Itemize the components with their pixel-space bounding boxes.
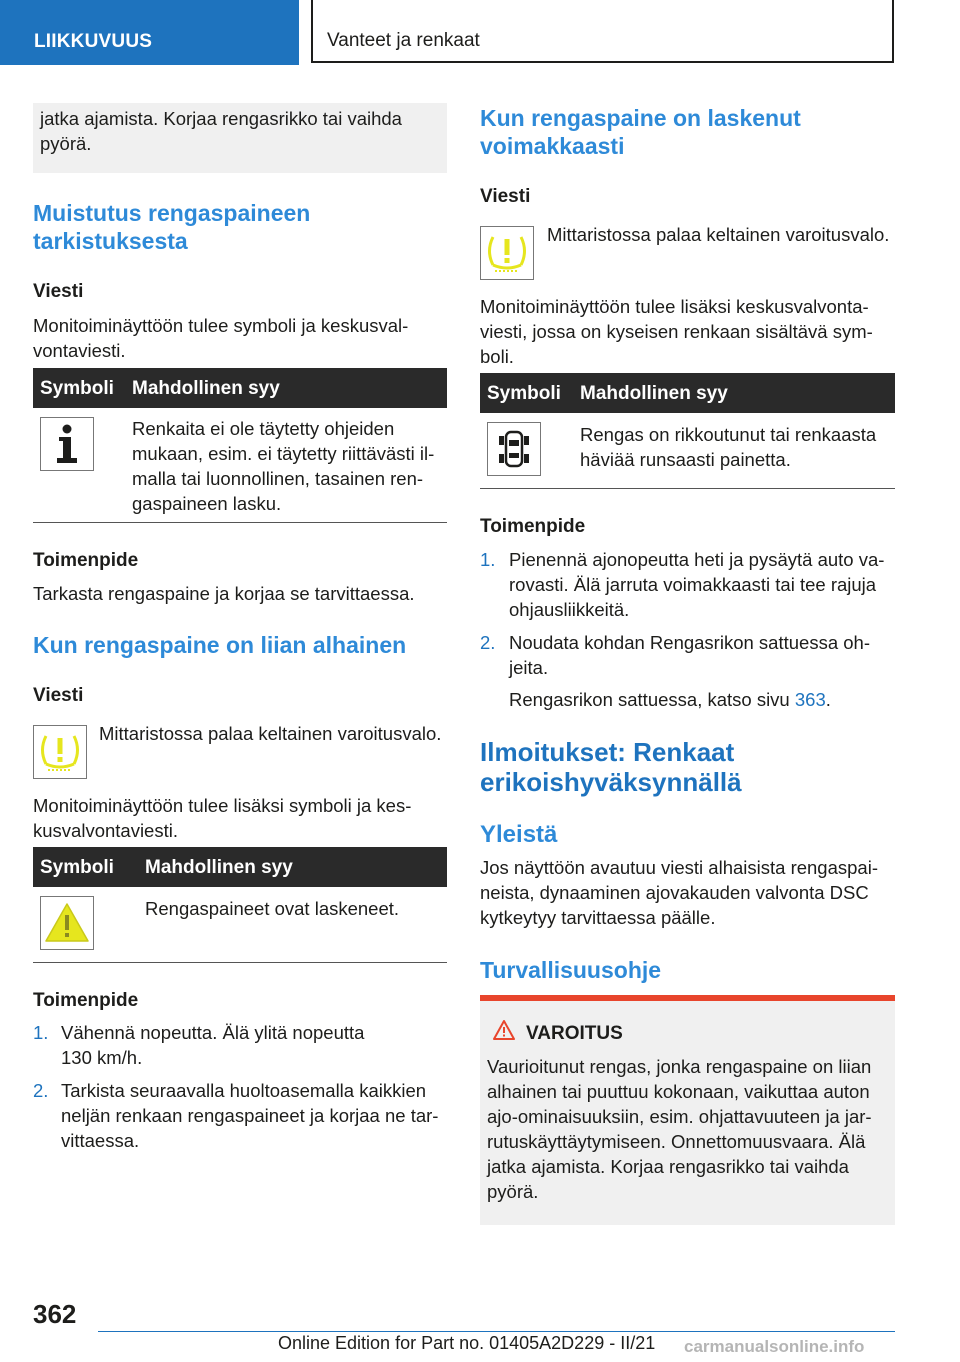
general-text: Jos näyttöön avautuu viesti alhaisista rengaspai- neista, dynaaminen ajovakauden valvonta DSC kytkeytyy tarvittaessa päälle. [480,857,878,928]
page-reference: Rengasrikon sattuessa, katso sivu 363. [509,689,831,710]
chapter-header [311,0,894,63]
divider [33,962,447,963]
warning-text: Vaurioitunut rengas, jonka rengaspaine on liian alhainen tai puuttuu kokonaan, vaikuttaa auton ajo-ominaisuuksiin, esim. ohjattavuuteen ja jar- rutuskäyttäytymiseen. Onnettomuusvaara. Älä jatka ajamista. Korjaa rengasrikko tai vaihda pyörä. [487,1056,872,1202]
section-header [0,0,299,65]
table-col-cause: Mahdollinen syy [145,857,293,878]
table-cause-text: Renkaita ei ole täytetty ohjeiden mukaan, esim. ei täytetty riittävästi il- malla tai luonnollinen, tasainen ren- gaspaineen lasku. [132,418,435,514]
section-title-low-pressure: Kun rengaspaine on liian alhainen [33,632,407,658]
continued-warning-box [33,103,447,173]
table-col-cause: Mahdollinen syy [580,383,728,404]
subsection-title-general: Yleistä [480,821,558,848]
warning-triangle-icon [492,1019,516,1041]
car-tire-damage-icon [487,422,541,476]
message-label: Viesti [33,685,84,706]
divider [33,522,447,523]
action-step-1: 1. Pienennä ajonopeutta heti ja pysäytä auto va- rovasti. Älä jarruta voimakkaasti tai tee rajuja ohjausliikkeitä. [480,549,885,620]
message-label: Viesti [33,281,84,302]
warning-box [480,995,895,1225]
footer-rule [98,1331,895,1332]
table-col-symbol: Symboli [487,383,561,404]
action-label: Toimenpide [33,990,139,1011]
section-title-heavy-loss: Kun rengaspaine on laskenut voimakkaasti [480,105,801,159]
tire-pressure-warning-lamp-icon [480,226,534,280]
table-col-cause: Mahdollinen syy [132,378,280,399]
lamp-text: Mittaristossa palaa keltainen varoitusvalo. [99,723,442,744]
info-icon [40,417,94,471]
section-title-reminder: Muistutus rengaspaineen tarkistuksesta [33,200,311,254]
action-text: Tarkasta rengaspaine ja korjaa se tarvittaessa. [33,583,415,604]
continued-text: jatka ajamista. Korjaa rengasrikko tai vaihda pyörä. [40,108,402,154]
chapter-title: Vanteet ja renkaat [327,30,480,51]
section-title-special-approval: Ilmoitukset: Renkaat erikoishyväksynnällä [480,737,742,797]
table-header [33,847,447,887]
page-number: 362 [33,1299,77,1329]
message-text: Monitoiminäyttöön tulee symboli ja keskusval- vontaviesti. [33,315,409,361]
table-cause-text: Rengaspaineet ovat laskeneet. [145,898,400,919]
action-step-2: 2. Noudata kohdan Rengasrikon sattuessa oh- jeita. [480,632,870,678]
action-step-1: 1. Vähennä nopeutta. Älä ylitä nopeutta 130 km/h. [33,1022,365,1068]
warning-label: VAROITUS [526,1023,623,1044]
subsection-title-safety: Turvallisuusohje [480,957,662,983]
message-text: Monitoiminäyttöön tulee lisäksi keskusvalvonta- viesti, jossa on kyseisen renkaan sisältävä sym- boli. [480,296,873,367]
tire-pressure-warning-lamp-icon [33,725,87,779]
watermark: carmanualsonline.info [684,1337,865,1356]
table-header [480,373,895,413]
warning-bar [480,995,895,1001]
message-label: Viesti [480,186,531,207]
table-cause-text: Rengas on rikkoutunut tai renkaasta häviää runsaasti painetta. [580,424,877,470]
section-title: LIIKKUVUUS [34,31,153,52]
lamp-text: Mittaristossa palaa keltainen varoitusvalo. [547,224,890,245]
table-col-symbol: Symboli [40,857,114,878]
table-col-symbol: Symboli [40,378,114,399]
message-text: Monitoiminäyttöön tulee lisäksi symboli ja kes- kusvalvontaviesti. [33,795,412,841]
action-label: Toimenpide [480,516,586,537]
action-step-2: 2. Tarkista seuraavalla huoltoasemalla kaikkien neljän renkaan rengaspaineet ja korjaa ne tar- vittaessa. [33,1080,439,1151]
table-header [33,368,447,408]
divider [480,488,895,489]
warning-triangle-icon [40,896,94,950]
action-label: Toimenpide [33,550,139,571]
footer-edition: Online Edition for Part no. 01405A2D229 - II/21 [278,1333,656,1353]
page-reference-link[interactable]: 363 [794,689,826,710]
